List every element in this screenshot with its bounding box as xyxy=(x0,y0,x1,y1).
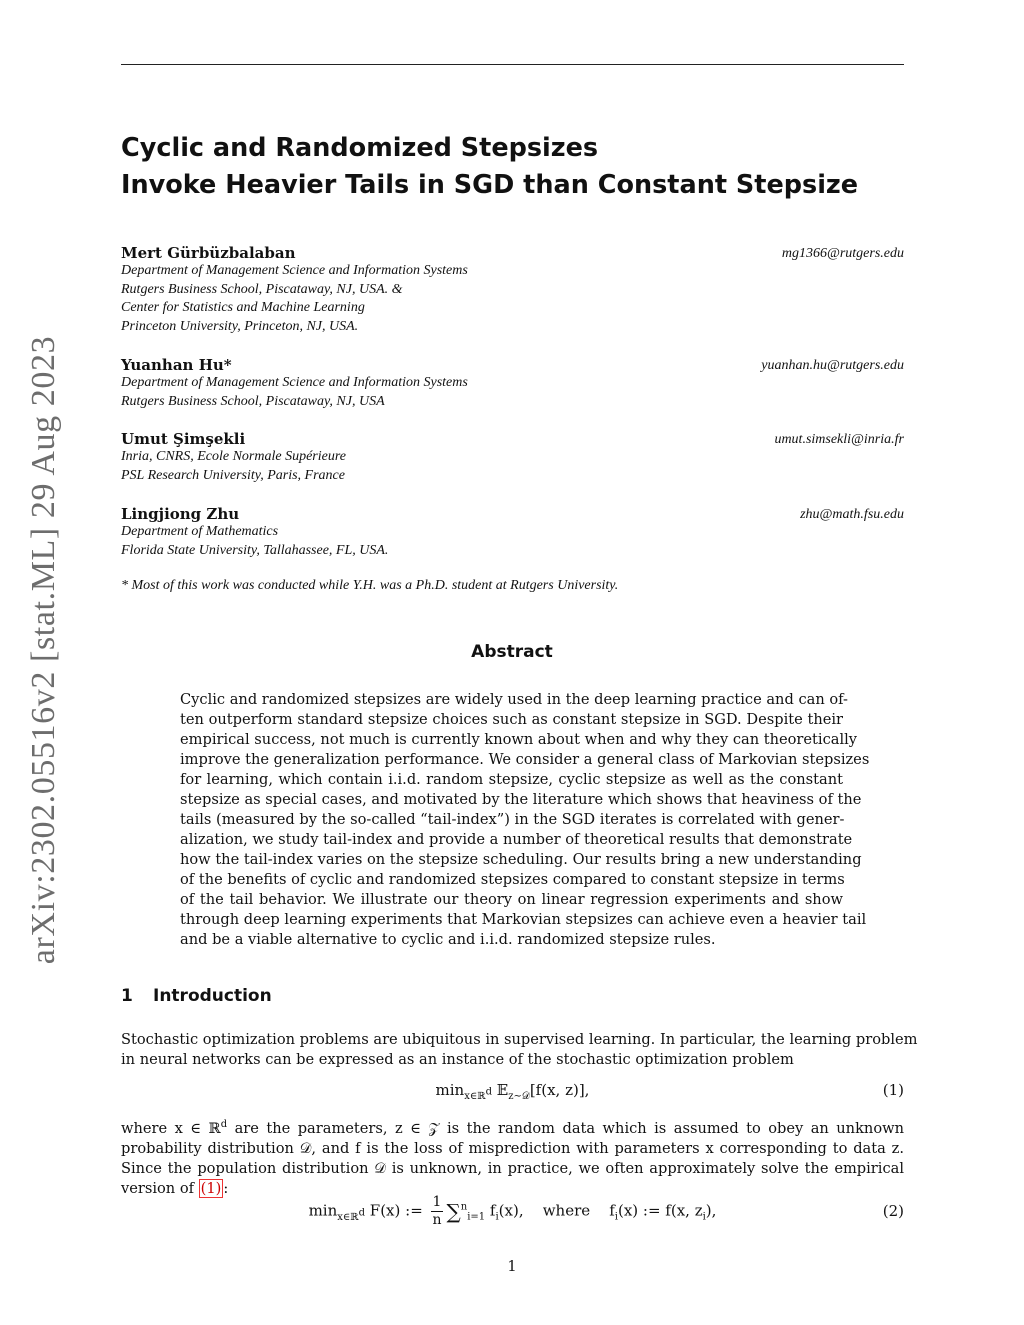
author-block-zhu xyxy=(121,505,904,560)
author-affiliation: PSL Research University, Paris, France xyxy=(121,467,345,483)
eq-lhs: F(x) := xyxy=(365,1201,428,1220)
body-line xyxy=(121,1115,904,1139)
author-affiliation: Rutgers Business School, Piscataway, NJ, USA. & xyxy=(121,281,403,297)
eq-sum-upper: n xyxy=(460,1201,468,1213)
fraction-numerator: 1 xyxy=(432,1194,442,1210)
eq-body: [f(x, z)], xyxy=(529,1081,590,1099)
eq-term-subscript: i xyxy=(495,1211,499,1223)
abstract-heading: Abstract xyxy=(471,642,553,662)
author-affiliation: Rutgers Business School, Piscataway, NJ, USA xyxy=(121,393,385,409)
abstract-line: through deep learning experiments that Markovian stepsizes can achieve even a heavier tail xyxy=(180,911,867,928)
title-line-1: Cyclic and Randomized Stepsizes xyxy=(121,133,599,163)
equation-2 xyxy=(121,1194,904,1234)
author-email[interactable]: zhu@math.fsu.edu xyxy=(800,507,904,522)
abstract-line: and be a viable alternative to cyclic and i.i.d. randomized stepsize rules. xyxy=(180,931,716,948)
author-footnote: * Most of this work was conducted while Y.H. was a Ph.D. student at Rutgers University. xyxy=(121,578,619,593)
body-line: probability distribution 𝒟, and f is the loss of misprediction with parameters x corresponding to data z. xyxy=(121,1139,904,1157)
author-affiliation: Inria, CNRS, Ecole Normale Supérieure xyxy=(121,449,347,464)
arxiv-identifier-stamp[interactable]: arXiv:2302.05516v2 [stat.ML] 29 Aug 2023 xyxy=(25,335,62,965)
section-title: Introduction xyxy=(153,986,272,1006)
eq-where: where xyxy=(542,1201,591,1220)
abstract-line: Cyclic and randomized stepsizes are widely used in the deep learning practice and can of- xyxy=(180,691,848,708)
author-affiliation: Center for Statistics and Machine Learning xyxy=(121,300,365,315)
body-fragment: are the parameters, z ∈ 𝒵 is the random data which is assumed to obey an unknown xyxy=(227,1119,905,1137)
author-block-gurbuzbalaban xyxy=(121,244,904,336)
body-line: Since the population distribution 𝒟 is unknown, in practice, we often approximately solve the empirical xyxy=(121,1159,904,1177)
eq-term-argument: (x), xyxy=(498,1201,524,1220)
body-fragment: version of xyxy=(121,1179,199,1197)
body-fragment: : xyxy=(223,1179,229,1197)
intro-paragraph-1 xyxy=(121,1030,918,1070)
section-number: 1 xyxy=(121,986,133,1006)
author-name: Umut Şimşekli xyxy=(121,430,246,448)
equation-number: (1) xyxy=(882,1081,904,1099)
author-email[interactable]: mg1366@rutgers.edu xyxy=(781,246,904,261)
equation-1-expression xyxy=(121,1081,904,1102)
equation-1 xyxy=(121,1081,904,1107)
eq-min-subscript-power: d xyxy=(358,1207,366,1219)
eq-min-subscript-power: d xyxy=(485,1086,492,1098)
body-line: in neural networks can be expressed as an instance of the stochastic optimization problem xyxy=(121,1051,794,1068)
author-name: Mert Gürbüzbalaban xyxy=(121,244,296,262)
top-rule xyxy=(121,64,904,65)
eq-min-operator: min xyxy=(308,1201,338,1220)
eq-term: f xyxy=(485,1201,496,1220)
abstract-line: how the tail-index varies on the stepsize scheduling. Our results bring a new understanding xyxy=(180,851,862,868)
author-email[interactable]: yuanhan.hu@rutgers.edu xyxy=(761,358,904,373)
eq-def-end: ), xyxy=(705,1201,717,1220)
abstract-line: for learning, which contain i.i.d. random stepsize, cyclic stepsize as well as the constant xyxy=(180,771,843,788)
title-line-2: Invoke Heavier Tails in SGD than Constant Stepsize xyxy=(121,170,859,200)
eq-sum-symbol: ∑ xyxy=(446,1199,461,1224)
author-email[interactable]: umut.simsekli@inria.fr xyxy=(774,432,904,447)
body-line: Stochastic optimization problems are ubiquitous in supervised learning. In particular, the learning problem xyxy=(121,1031,918,1048)
abstract-line: tails (measured by the so-called “tail-index”) in the SGD iterates is correlated with gener- xyxy=(180,811,845,828)
abstract-line: of the tail behavior. We illustrate our theory on linear regression experiments and show xyxy=(180,891,843,908)
author-affiliation: Department of Management Science and Information Systems xyxy=(121,375,468,390)
author-name: Lingjiong Zhu xyxy=(121,505,240,523)
author-name: Yuanhan Hu* xyxy=(121,356,232,374)
author-block-simsekli xyxy=(121,430,904,485)
eq-expectation-subscript: z∼𝒟 xyxy=(508,1091,530,1102)
body-fragment: where x ∈ ℝ xyxy=(121,1119,221,1137)
author-affiliation: Princeton University, Princeton, NJ, USA. xyxy=(121,318,359,334)
intro-paragraph-2 xyxy=(121,1115,904,1199)
abstract-line: alization, we study tail-index and provide a number of theoretical results that demonstrate xyxy=(180,831,853,848)
fraction-denominator: n xyxy=(432,1212,442,1228)
author-affiliation: Department of Mathematics xyxy=(121,524,279,539)
abstract-line: of the benefits of cyclic and randomized stepsizes compared to constant stepsize in terms xyxy=(180,871,845,888)
eq-def-body: (x) := f(x, z xyxy=(617,1201,703,1220)
abstract-body xyxy=(180,690,870,950)
eq-def-subscript: i xyxy=(702,1211,706,1223)
eq-expectation: 𝔼 xyxy=(496,1081,509,1099)
eq-sum-lower: i=1 xyxy=(467,1211,486,1223)
eq-min-subscript: x∈ℝ xyxy=(464,1091,486,1102)
eq-min-subscript: x∈ℝ xyxy=(337,1211,359,1223)
equation-number: (2) xyxy=(882,1202,904,1220)
equation-2-expression xyxy=(121,1194,904,1229)
author-affiliation: Florida State University, Tallahassee, FL, USA. xyxy=(121,542,389,558)
eq-min-operator: min xyxy=(435,1081,465,1099)
author-block-hu xyxy=(121,356,904,411)
paper-title xyxy=(121,130,904,204)
abstract-line: improve the generalization performance. We consider a general class of Markovian stepsizes xyxy=(180,751,870,768)
abstract-line: stepsize as special cases, and motivated by the literature which shows that heaviness of the xyxy=(180,791,862,808)
eq-def-function: f xyxy=(609,1201,615,1220)
abstract-line: ten outperform standard stepsize choices such as constant stepsize in SGD. Despite their xyxy=(180,711,843,728)
abstract-line: empirical success, not much is currently known about when and why they can theoretically xyxy=(180,731,858,748)
page-number: 1 xyxy=(507,1258,517,1275)
eq-def-subscript: i xyxy=(614,1211,618,1223)
eq-fraction xyxy=(431,1194,444,1229)
section-heading-introduction xyxy=(121,986,272,1006)
equation-reference-link[interactable]: (1) xyxy=(200,1179,222,1197)
superscript: d xyxy=(220,1119,228,1130)
author-affiliation: Department of Management Science and Information Systems xyxy=(121,263,468,278)
